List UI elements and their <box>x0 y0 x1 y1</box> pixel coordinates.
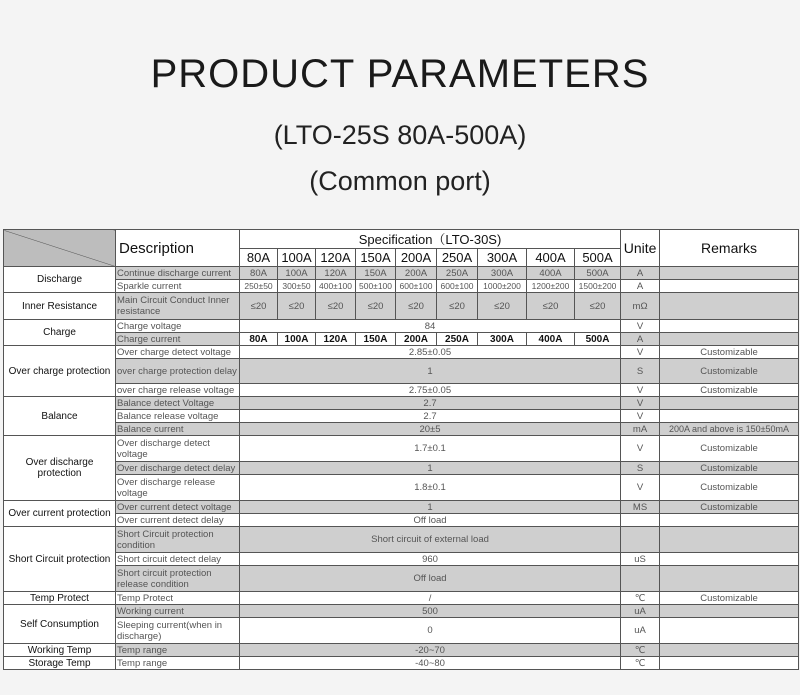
param-desc: Balance current <box>116 423 240 436</box>
param-desc: Temp range <box>116 644 240 657</box>
param-desc: over charge release voltage <box>116 384 240 397</box>
param-remark: Customizable <box>660 384 799 397</box>
param-desc: Continue discharge current <box>116 267 240 280</box>
param-remark <box>660 397 799 410</box>
param-desc: Over discharge release voltage <box>116 475 240 501</box>
param-remark: Customizable <box>660 501 799 514</box>
header-remarks: Remarks <box>660 230 799 267</box>
param-value: 1 <box>240 359 621 384</box>
param-unit: V <box>621 475 660 501</box>
param-remark <box>660 605 799 618</box>
param-value: ≤20 <box>396 293 437 320</box>
param-value: 500 <box>240 605 621 618</box>
param-unit: V <box>621 397 660 410</box>
param-desc: Main Circuit Conduct Inner resistance <box>116 293 240 320</box>
param-remark <box>660 410 799 423</box>
param-value: 500A <box>575 267 621 280</box>
param-value: 250A <box>437 333 478 346</box>
param-remark <box>660 514 799 527</box>
param-value: 1500±200 <box>575 280 621 293</box>
param-value: 250A <box>437 267 478 280</box>
param-value: ≤20 <box>575 293 621 320</box>
param-value: 120A <box>316 267 356 280</box>
param-desc: Charge voltage <box>116 320 240 333</box>
param-unit <box>621 527 660 553</box>
param-value: 960 <box>240 553 621 566</box>
param-value: ≤20 <box>356 293 396 320</box>
header-current: 80A <box>240 249 278 267</box>
param-remark <box>660 553 799 566</box>
param-value: 150A <box>356 267 396 280</box>
header-current: 400A <box>527 249 575 267</box>
table-row <box>4 346 799 359</box>
param-value: 1.8±0.1 <box>240 475 621 501</box>
param-unit: A <box>621 333 660 346</box>
table-row <box>4 384 799 397</box>
param-value: -40~80 <box>240 657 621 670</box>
param-value: 300±50 <box>278 280 316 293</box>
param-value: 300A <box>478 267 527 280</box>
param-remark: Customizable <box>660 436 799 462</box>
param-remark: Customizable <box>660 359 799 384</box>
param-desc: Over charge detect voltage <box>116 346 240 359</box>
table-row <box>4 566 799 592</box>
param-value: 84 <box>240 320 621 333</box>
param-remark: Customizable <box>660 346 799 359</box>
param-value: 600±100 <box>437 280 478 293</box>
header-unite: Unite <box>621 230 660 267</box>
param-value: ≤20 <box>527 293 575 320</box>
param-value: 1.7±0.1 <box>240 436 621 462</box>
param-remark <box>660 267 799 280</box>
header-current: 300A <box>478 249 527 267</box>
param-remark <box>660 657 799 670</box>
param-remark: 200A and above is 150±50mA <box>660 423 799 436</box>
param-remark <box>660 280 799 293</box>
param-unit: V <box>621 346 660 359</box>
param-unit: V <box>621 320 660 333</box>
param-desc: Over current detect voltage <box>116 501 240 514</box>
param-desc: Short Circuit protection condition <box>116 527 240 553</box>
param-value: 500A <box>575 333 621 346</box>
table-row <box>4 410 799 423</box>
category-balance: Balance <box>4 397 116 436</box>
header-current: 200A <box>396 249 437 267</box>
header-current: 150A <box>356 249 396 267</box>
param-value: 0 <box>240 618 621 644</box>
param-value: 1200±200 <box>527 280 575 293</box>
table-row <box>4 527 799 553</box>
param-desc: Over current detect delay <box>116 514 240 527</box>
model-subtitle: (LTO-25S 80A-500A) <box>273 120 527 150</box>
param-value: ≤20 <box>240 293 278 320</box>
param-remark <box>660 618 799 644</box>
category-over-discharge: Over discharge protection <box>4 436 116 501</box>
param-unit: ℃ <box>621 592 660 605</box>
param-desc: Temp Protect <box>116 592 240 605</box>
param-value: 2.7 <box>240 410 621 423</box>
param-desc: Short circuit protection release condition <box>116 566 240 592</box>
table-row <box>4 293 799 320</box>
param-unit: A <box>621 280 660 293</box>
param-unit <box>621 514 660 527</box>
param-remark: Customizable <box>660 475 799 501</box>
param-unit: MS <box>621 501 660 514</box>
param-desc: Sparkle current <box>116 280 240 293</box>
param-value: 200A <box>396 333 437 346</box>
category-short-circuit: Short Circuit protection <box>4 527 116 592</box>
header-specification: Specification（LTO-30S) <box>240 230 621 249</box>
param-value: / <box>240 592 621 605</box>
table-row <box>4 423 799 436</box>
param-value: ≤20 <box>478 293 527 320</box>
param-remark <box>660 644 799 657</box>
param-value: ≤20 <box>437 293 478 320</box>
param-unit: A <box>621 267 660 280</box>
param-unit: S <box>621 462 660 475</box>
param-unit: uS <box>621 553 660 566</box>
param-value: 200A <box>396 267 437 280</box>
param-desc: Charge current <box>116 333 240 346</box>
param-desc: Balance detect Voltage <box>116 397 240 410</box>
table-row <box>4 514 799 527</box>
table-row <box>4 592 799 605</box>
param-desc: Temp range <box>116 657 240 670</box>
header-description: Description <box>116 230 240 267</box>
param-unit: mA <box>621 423 660 436</box>
param-unit: V <box>621 436 660 462</box>
param-value: 120A <box>316 333 356 346</box>
param-value: Short circuit of external load <box>240 527 621 553</box>
param-unit: V <box>621 410 660 423</box>
param-value: 400A <box>527 267 575 280</box>
param-value: Off load <box>240 566 621 592</box>
table-row <box>4 618 799 644</box>
param-desc: Working current <box>116 605 240 618</box>
param-unit: S <box>621 359 660 384</box>
param-value: 80A <box>240 267 278 280</box>
param-remark <box>660 566 799 592</box>
param-unit: mΩ <box>621 293 660 320</box>
param-unit: uA <box>621 605 660 618</box>
param-desc: Short circuit detect delay <box>116 553 240 566</box>
param-unit: V <box>621 384 660 397</box>
header-current: 250A <box>437 249 478 267</box>
header-current: 120A <box>316 249 356 267</box>
table-row <box>4 359 799 384</box>
param-value: 100A <box>278 333 316 346</box>
category-over-charge: Over charge protection <box>4 346 116 397</box>
port-subtitle: (Common port) <box>309 166 491 196</box>
table-row <box>4 501 799 514</box>
param-unit: ℃ <box>621 644 660 657</box>
table-row <box>4 397 799 410</box>
category-self-consumption: Self Consumption <box>4 605 116 644</box>
parameters-table <box>3 229 799 670</box>
param-unit: uA <box>621 618 660 644</box>
category-inner-resistance: Inner Resistance <box>4 293 116 320</box>
param-value: 80A <box>240 333 278 346</box>
category-discharge: Discharge <box>4 267 116 293</box>
param-value: 1 <box>240 501 621 514</box>
table-row <box>4 267 799 280</box>
table-row <box>4 605 799 618</box>
param-value: 150A <box>356 333 396 346</box>
category-charge: Charge <box>4 320 116 346</box>
param-value: 600±100 <box>396 280 437 293</box>
param-value: 300A <box>478 333 527 346</box>
param-value: ≤20 <box>278 293 316 320</box>
table-row <box>4 644 799 657</box>
param-unit <box>621 566 660 592</box>
param-value: ≤20 <box>316 293 356 320</box>
page-title: PRODUCT PARAMETERS <box>150 52 650 96</box>
param-unit: ℃ <box>621 657 660 670</box>
table-row <box>4 320 799 333</box>
param-value: 2.85±0.05 <box>240 346 621 359</box>
table-row <box>4 553 799 566</box>
table-row <box>4 333 799 346</box>
param-value: 400±100 <box>316 280 356 293</box>
header-current: 500A <box>575 249 621 267</box>
header-current: 100A <box>278 249 316 267</box>
param-desc: Over discharge detect delay <box>116 462 240 475</box>
param-remark <box>660 527 799 553</box>
param-value: 20±5 <box>240 423 621 436</box>
param-desc: Balance release voltage <box>116 410 240 423</box>
table-row <box>4 436 799 462</box>
category-working-temp: Working Temp <box>4 644 116 657</box>
header-diagonal-cell <box>4 230 116 267</box>
param-value: 2.7 <box>240 397 621 410</box>
param-remark <box>660 293 799 320</box>
param-value: Off load <box>240 514 621 527</box>
param-remark: Customizable <box>660 592 799 605</box>
param-desc: over charge protection delay <box>116 359 240 384</box>
param-value: 250±50 <box>240 280 278 293</box>
category-over-current: Over current protection <box>4 501 116 527</box>
param-value: 1000±200 <box>478 280 527 293</box>
table-row <box>4 280 799 293</box>
param-desc: Sleeping current(when in discharge) <box>116 618 240 644</box>
param-desc: Over discharge detect voltage <box>116 436 240 462</box>
category-storage-temp: Storage Temp <box>4 657 116 670</box>
param-value: 1 <box>240 462 621 475</box>
table-row <box>4 657 799 670</box>
table-row <box>4 475 799 501</box>
param-remark <box>660 333 799 346</box>
param-value: 500±100 <box>356 280 396 293</box>
param-remark <box>660 320 799 333</box>
param-value: 2.75±0.05 <box>240 384 621 397</box>
param-remark: Customizable <box>660 462 799 475</box>
category-temp-protect: Temp Protect <box>4 592 116 605</box>
table-row <box>4 462 799 475</box>
param-value: 400A <box>527 333 575 346</box>
param-value: -20~70 <box>240 644 621 657</box>
param-value: 100A <box>278 267 316 280</box>
